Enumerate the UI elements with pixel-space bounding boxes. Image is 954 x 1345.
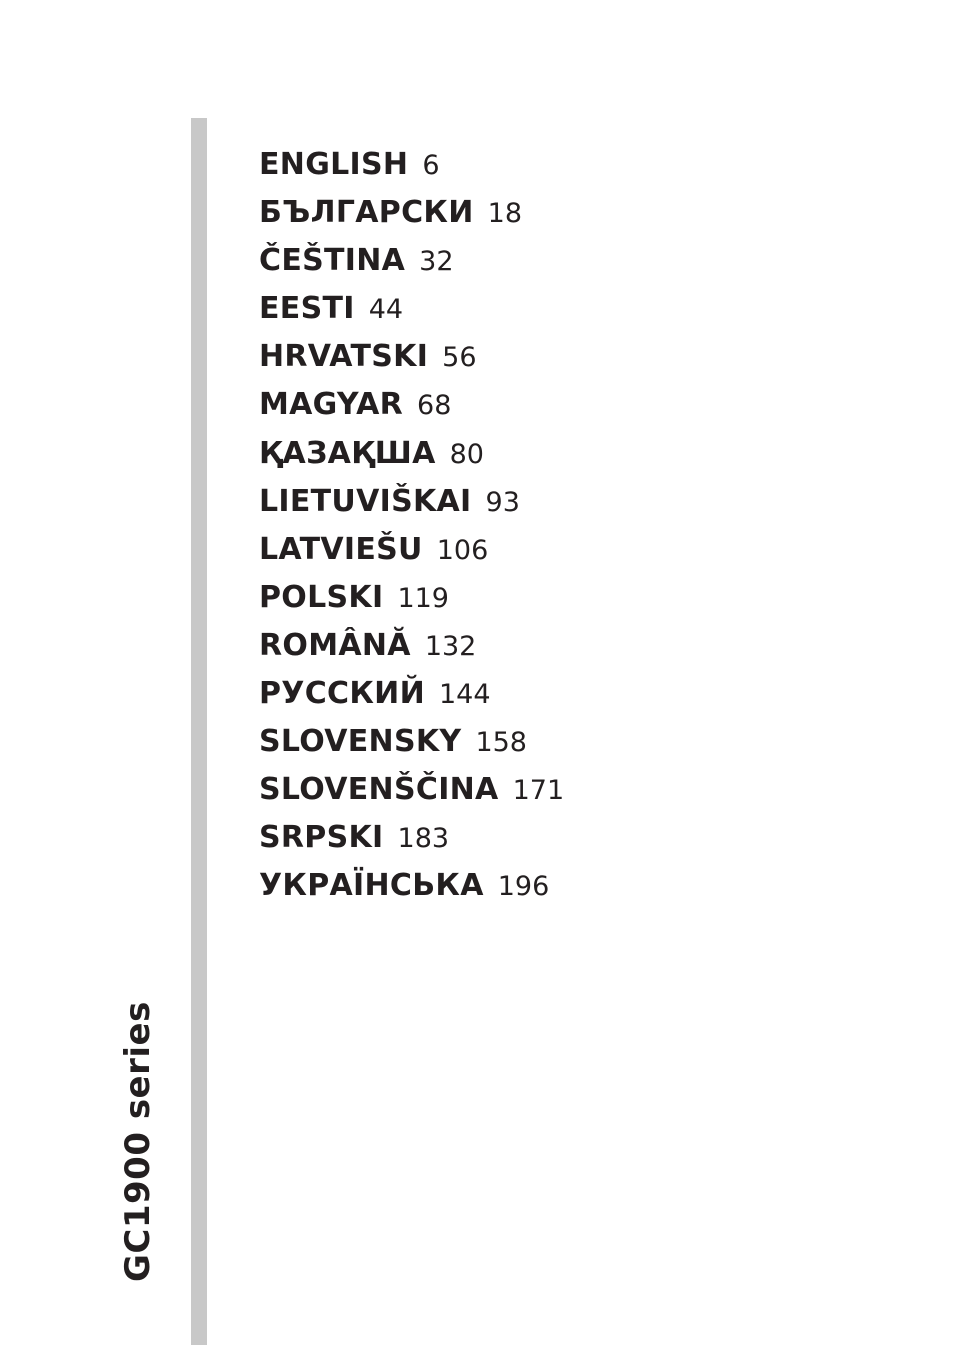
toc-entry-slovak[interactable]	[259, 720, 564, 768]
toc-page-number: 18	[487, 198, 522, 230]
toc-page-number: 93	[485, 486, 520, 518]
toc-page-number: 106	[436, 534, 489, 566]
toc-language: ROMÂNĂ	[259, 627, 411, 663]
toc-language: УКРАЇНСЬКА	[259, 868, 484, 904]
toc-language: POLSKI	[259, 579, 384, 615]
toc-page-number: 144	[439, 679, 491, 711]
toc-language: EESTI	[259, 291, 355, 327]
toc-page-number: 44	[368, 294, 404, 326]
toc-entry-polish[interactable]	[259, 576, 564, 624]
toc-language: ҚАЗАҚША	[259, 435, 436, 471]
toc-language: MAGYAR	[259, 387, 404, 423]
toc-entry-russian[interactable]	[259, 672, 564, 720]
toc-entry-ukrainian[interactable]	[259, 864, 564, 912]
toc-entry-bulgarian[interactable]	[259, 191, 564, 239]
series-title: GC1900 series	[118, 1001, 158, 1282]
toc-language: SRPSKI	[259, 820, 384, 856]
toc-page-number: 6	[422, 150, 440, 181]
language-contents-list	[259, 143, 564, 913]
toc-language: РУССКИЙ	[259, 676, 425, 712]
toc-entry-latvian[interactable]	[259, 528, 564, 576]
toc-page-number: 158	[475, 727, 527, 759]
toc-language: SLOVENŠČINA	[259, 772, 499, 808]
toc-language: ČEŠTINA	[259, 243, 406, 279]
toc-language: LATVIEŠU	[259, 531, 423, 567]
toc-entry-english[interactable]	[259, 143, 564, 191]
toc-language: БЪЛГАРСКИ	[259, 195, 474, 231]
toc-language: SLOVENSKY	[259, 724, 462, 760]
toc-page-number: 183	[397, 823, 450, 855]
toc-page-number: 68	[417, 390, 452, 422]
toc-page-number: 119	[397, 582, 449, 614]
toc-page-number: 132	[424, 630, 477, 662]
toc-entry-czech[interactable]	[259, 239, 564, 287]
toc-entry-serbian[interactable]	[259, 816, 564, 864]
toc-entry-hungarian[interactable]	[259, 383, 564, 431]
toc-entry-estonian[interactable]	[259, 287, 564, 335]
toc-entry-romanian[interactable]	[259, 624, 564, 672]
toc-page-number: 32	[419, 246, 454, 278]
toc-entry-kazakh[interactable]	[259, 432, 564, 480]
toc-language: ENGLISH	[259, 147, 409, 182]
toc-page-number: 56	[442, 342, 477, 374]
side-bar	[191, 118, 207, 1345]
toc-page-number: 80	[449, 438, 484, 470]
toc-page-number: 196	[497, 871, 550, 903]
toc-page-number: 171	[512, 775, 565, 807]
toc-entry-slovenian[interactable]	[259, 768, 564, 816]
toc-entry-lithuanian[interactable]	[259, 480, 564, 528]
toc-language: HRVATSKI	[259, 339, 429, 375]
toc-entry-croatian[interactable]	[259, 335, 564, 383]
toc-language: LIETUVIŠKAI	[259, 483, 472, 519]
